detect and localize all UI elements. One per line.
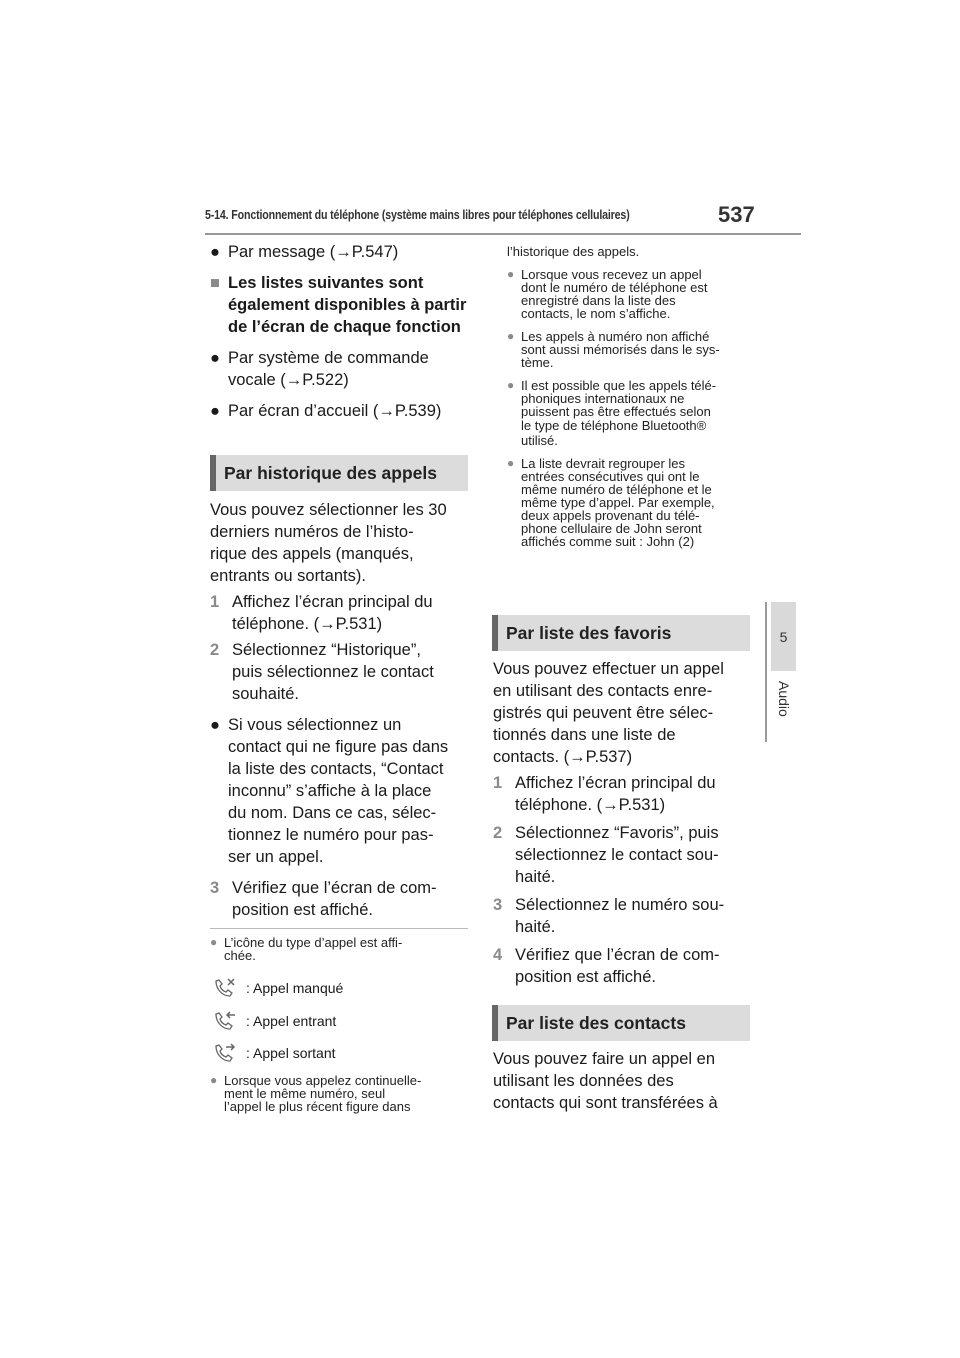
bullet-item: ● Par message (→P.547): [210, 243, 399, 261]
subheading-text: Les listes suivantes sont également disponibles à partir de l’écran de chaque fonction: [228, 274, 467, 336]
bullet-item: ● Par système de commande vocale (→P.522): [210, 349, 429, 389]
step-2: 2 Sélectionnez “Favoris”, puis sélectionnez le contact sou- haité.: [493, 824, 719, 886]
right-notes: [507, 245, 757, 548]
note-item: ● La liste devrait regrouper les entrées consécutives qui ont le même numéro de téléphone et le même type d’appel. Par exemple, deux appels provenant du télé- phone cellulaire de John seront affichés comme suit : John (2): [507, 456, 715, 549]
bullet-text: Par message (→P.547): [228, 243, 399, 261]
missed-call-label: : Appel manqué: [246, 980, 344, 996]
intro-paragraph: Vous pouvez sélectionner les 30 derniers numéros de l’histo- rique des appels (manqués, entrants ou sortants).: [210, 501, 447, 585]
incoming-call-row: [212, 1009, 336, 1033]
intro-paragraph: Vous pouvez effectuer un appel en utilisant des contacts enre- gistrés qui peuvent être sélec- tionnés dans une liste de contacts. (→P.537): [493, 660, 724, 766]
note-item: ● L’icône du type d’appel est affi- chée.: [210, 935, 403, 963]
section-heading-history: Par historique des appels: [210, 455, 468, 491]
step-1: 1 Affichez l’écran principal du téléphone. (→P.531): [210, 593, 433, 633]
bullet-text: vocale (→P.522): [228, 371, 349, 389]
left-column-body: [210, 499, 472, 921]
favorites-body: [493, 658, 755, 988]
outgoing-call-label: : Appel sortant: [246, 1045, 336, 1061]
note-item: ● Il est possible que les appels télé- phoniques internationaux ne puissent pas être effectués selon le type de téléphone Bluetooth® utilisé.: [507, 378, 717, 448]
step-1: 1 Affichez l’écran principal du téléphone. (→P.531): [493, 774, 716, 814]
step-2: 2 Sélectionnez “Historique”, puis sélectionnez le contact souhaité.: [210, 641, 434, 703]
bullet-text: Par écran d’accueil (→P.539): [228, 402, 442, 420]
note-item: ● Les appels à numéro non affiché sont aussi mémorisés dans le sys- tème.: [507, 329, 720, 370]
incoming-call-icon: [212, 1009, 236, 1033]
bullet-item: ● Si vous sélectionnez un contact qui ne figure pas dans la liste des contacts, “Contact inconnu” s’affiche à la place du nom. Dans ce cas, sélec- tionnez le numéro pour pas- ser un appel.: [210, 716, 449, 866]
step-3: 3 Sélectionnez le numéro sou- haité.: [493, 896, 725, 936]
contacts-body: [493, 1048, 755, 1114]
chapter-tab: 5: [771, 602, 796, 671]
intro-paragraph: Vous pouvez faire un appel en utilisant les données des contacts qui sont transférées à: [493, 1050, 718, 1112]
left-column-top: [210, 241, 472, 422]
note-continuation: l’historique des appels.: [507, 244, 640, 259]
bullet-item: ● Par écran d’accueil (→P.539): [210, 402, 442, 420]
section-heading-favorites: Par liste des favoris: [492, 615, 750, 651]
note-item: ● Lorsque vous recevez un appel dont le numéro de téléphone est enregistré dans la liste des contacts, le nom s’affiche.: [507, 267, 708, 321]
square-bullet-icon: ■: [210, 274, 220, 292]
header-divider: [205, 233, 801, 235]
note-item: ● Lorsque vous appelez continuelle- ment le même numéro, seul l’appel le plus récent figure dans: [210, 1073, 422, 1114]
step-3: 3 Vérifiez que l’écran de com- position est affiché.: [210, 879, 437, 919]
chapter-label: Audio: [776, 681, 792, 717]
incoming-call-label: : Appel entrant: [246, 1013, 337, 1029]
outgoing-call-row: [212, 1041, 336, 1065]
page-number: 537: [718, 202, 755, 227]
notes-divider: [210, 928, 468, 929]
running-header: 5-14. Fonctionnement du téléphone (système mains libres pour téléphones cellulaires): [205, 207, 630, 222]
side-tab-bar: [765, 602, 767, 742]
outgoing-call-icon: [212, 1041, 236, 1065]
bullet-text: Par système de commande: [228, 349, 429, 367]
subheading: [210, 272, 472, 338]
missed-call-row: [212, 976, 343, 1000]
section-heading-contacts: Par liste des contacts: [492, 1005, 750, 1041]
missed-call-icon: [212, 976, 236, 1000]
step-4: 4 Vérifiez que l’écran de com- position est affiché.: [493, 946, 720, 986]
